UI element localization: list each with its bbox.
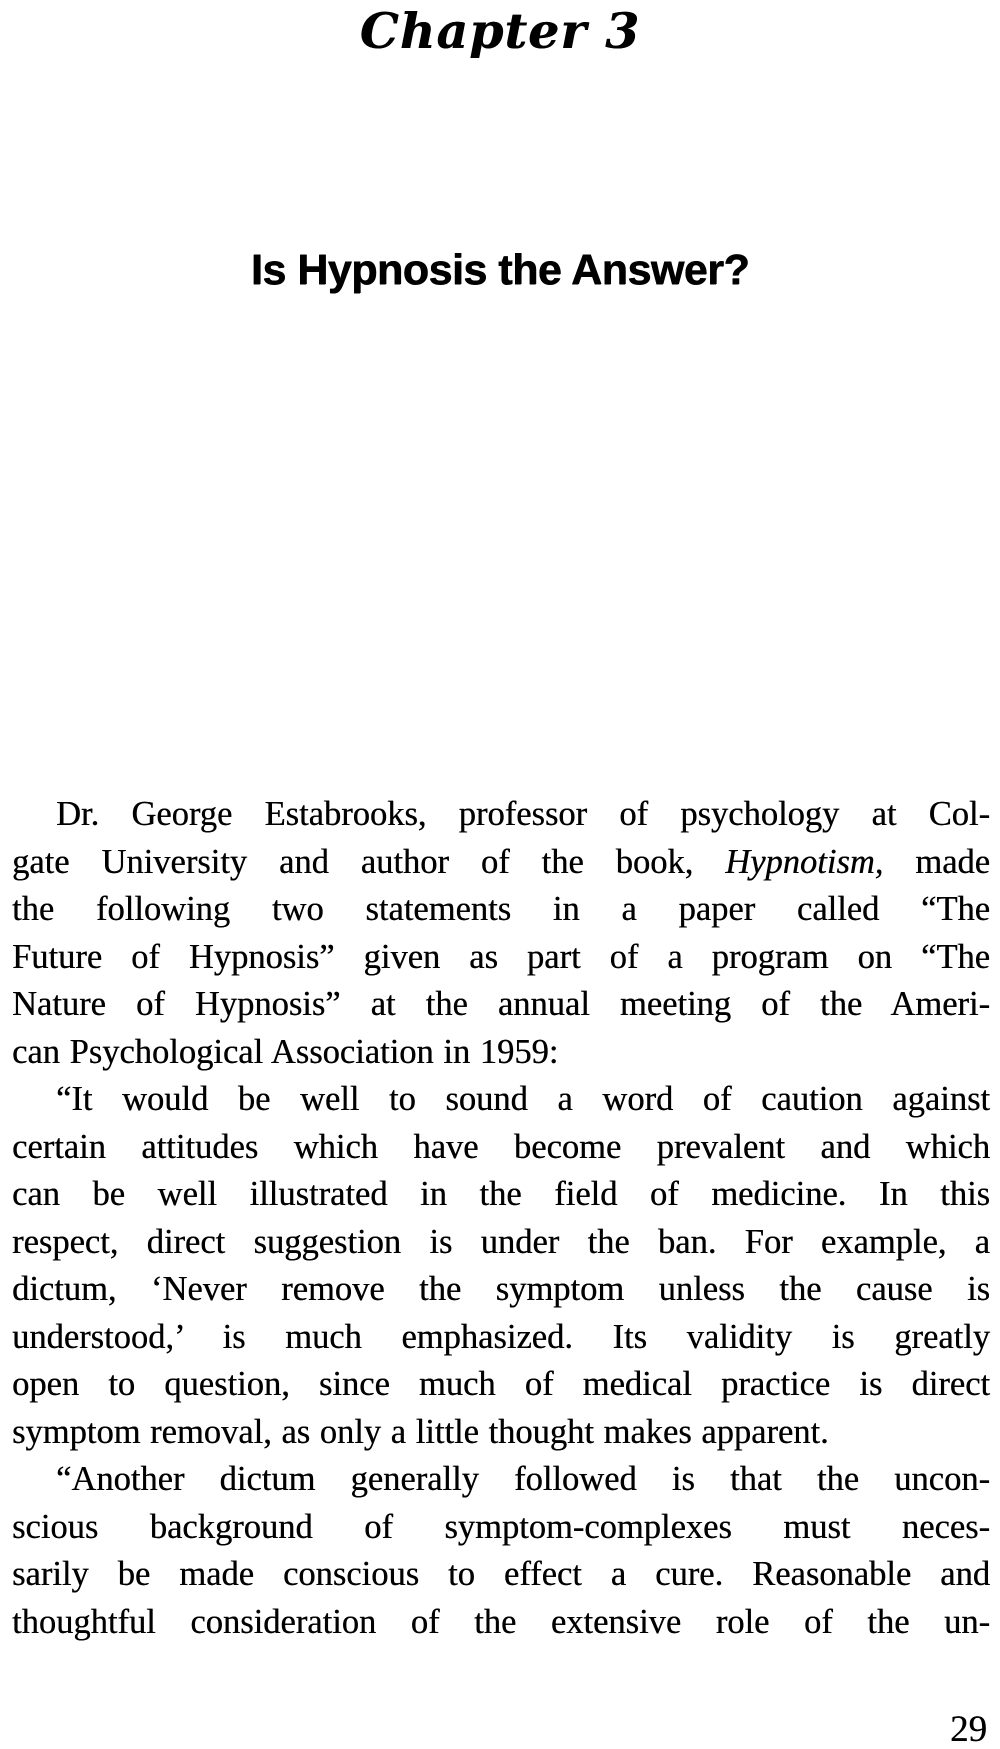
body-line xyxy=(12,1456,990,1504)
body-line xyxy=(12,934,990,982)
body-line xyxy=(12,1124,990,1172)
body-line-segment: Nature of Hypnosis” at the annual meeting of the Ameri- xyxy=(12,985,990,1023)
body-line xyxy=(12,1076,990,1124)
body-line-segment-italic: Hypnotism, xyxy=(725,842,884,881)
body-line-segment: made xyxy=(883,842,990,881)
body-line-segment: thoughtful consideration of the extensive role of the un- xyxy=(12,1602,990,1641)
body-line xyxy=(12,1171,990,1219)
body-line xyxy=(12,1029,990,1077)
body-line-segment: can be well illustrated in the field of medicine. In this xyxy=(12,1175,990,1213)
body-line xyxy=(12,791,990,839)
body-line-segment: Future of Hypnosis” given as part of a program on “The xyxy=(12,937,990,976)
chapter-label: Chapter 3 xyxy=(359,2,641,60)
body-line xyxy=(12,1504,990,1552)
body-line xyxy=(12,1314,990,1362)
body-line xyxy=(12,886,990,934)
body-line-segment: gate University and author of the book, xyxy=(12,842,726,881)
body-line-segment: open to question, since much of medical practice is direct xyxy=(12,1365,990,1403)
body-line-segment: scious background of symptom-complexes must neces- xyxy=(12,1507,990,1546)
body-line-segment: understood,’ is much emphasized. Its validity is greatly xyxy=(12,1317,990,1356)
body-line-segment: dictum, ‘Never remove the symptom unless the cause is xyxy=(12,1270,990,1308)
body-line-segment: the following two statements in a paper called “The xyxy=(12,890,990,928)
body-line xyxy=(12,1361,990,1409)
body-line-segment: “It would be well to sound a word of caution against xyxy=(56,1080,990,1118)
body-line-segment: respect, direct suggestion is under the ban. For example, a xyxy=(12,1222,990,1261)
body-line xyxy=(12,1599,990,1647)
body-line xyxy=(12,1551,990,1599)
page-number: 29 xyxy=(950,1709,987,1749)
body-line-segment: Dr. George Estabrooks, professor of psychology at Col- xyxy=(56,795,990,833)
body-line xyxy=(12,1219,990,1267)
body-line xyxy=(12,1409,990,1457)
body-line-segment: can Psychological Association in 1959: xyxy=(12,1032,559,1071)
body-text xyxy=(12,791,990,1646)
body-line xyxy=(12,981,990,1029)
body-line-segment: sarily be made conscious to effect a cure. Reasonable and xyxy=(12,1555,990,1593)
body-line-segment: certain attitudes which have become prevalent and which xyxy=(12,1127,990,1166)
body-line-segment: symptom removal, as only a little thought makes apparent. xyxy=(12,1412,829,1451)
page-title: Is Hypnosis the Answer? xyxy=(250,246,750,294)
body-line-segment: “Another dictum generally followed is that the uncon- xyxy=(56,1460,990,1498)
body-line xyxy=(12,1266,990,1314)
body-line xyxy=(12,839,990,887)
